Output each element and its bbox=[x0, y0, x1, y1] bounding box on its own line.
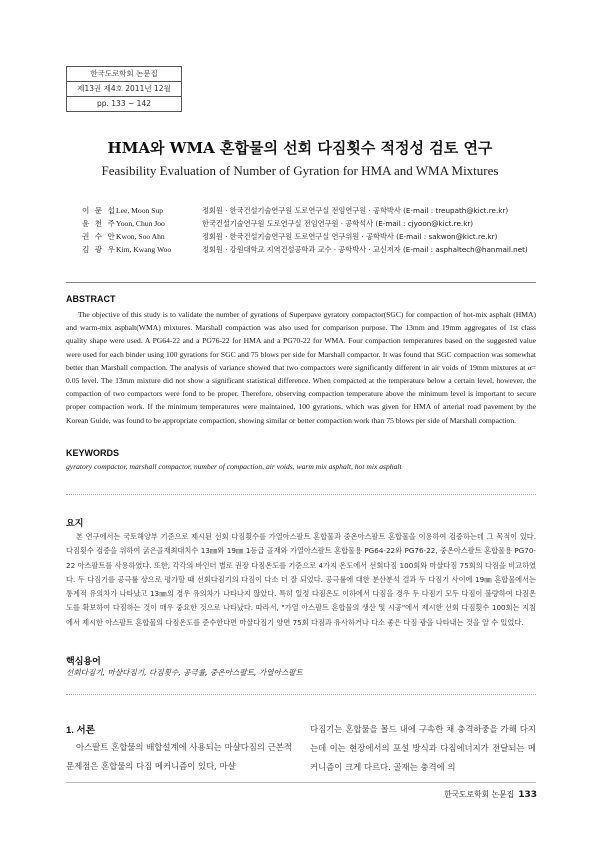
header-divider bbox=[66, 282, 536, 283]
author-name-english: Yoon, Chun Joo bbox=[116, 219, 165, 228]
section-divider bbox=[66, 494, 536, 495]
abstract-text: The objective of this study is to validate the number of gyrations of Superpave gyratory compactor(SGC) for compaction of hot-mix asphalt (HMA) and warm-mix asphalt(WMA) mixtures. Marshall compaction was also used for comparison purpose. The 13mm and 19mm aggregates of 1st class quality shape were used. A PG64-22 and a PG76-22 for HMA and a PG70-22 for WMA. Four compaction temperatures based on the suggested value were used for each binder using 100 gyrations for SGC and 75 blows per side for Marshall compactor. It was found that SGC compaction was somewhat better than Marshall compaction. The analysis of variance showed that two compactors were significantly different in air voids of 19mm mixtures at α= 0.05 level. The 13mm mixture did not show a significant statistical difference. When compacted at the temperature below a certain level, however, the compaction of two compactors were fond to be proper. Therefore, observing compaction temperature above the minimum level is important to secure proper compaction work. If the minimum temperatures were maintained, 100 gyrations, which was given for HMA of arterial road pavement by the Korean Guide, was found to be appropriate compaction, showing similar or better compaction work than 75 blows per side of Marshall compaction. bbox=[66, 310, 536, 425]
author-list bbox=[82, 204, 528, 256]
author-name-english: Kim, Kwang Woo bbox=[116, 245, 172, 254]
footer-divider bbox=[66, 782, 536, 783]
journal-volume: 제13권 제4호 2011년 12월 bbox=[67, 82, 181, 97]
korean-keywords-heading: 핵심용어 bbox=[66, 656, 101, 666]
journal-name: 한국도로학회 논문집 bbox=[67, 67, 181, 82]
introduction-right-column: 다짐기는 혼합물을 몰드 내에 구속한 채 충격하중을 가해 다지는데 이는 현장에서의 포설 방식과 다짐에너지가 전달되는 메커니즘이 크게 다르다. 골재는 충격에 의 bbox=[310, 724, 536, 772]
introduction-left-column: 아스팔트 혼합물의 배합설계에 사용되는 마샬다짐의 근본적 문제점은 혼합물의 다짐 메커니즘이 있다, 마샬 bbox=[66, 742, 292, 771]
author-name-korean: 이 문 섭 bbox=[82, 206, 117, 215]
journal-info-box bbox=[66, 66, 182, 112]
keywords-heading: KEYWORDS bbox=[66, 448, 120, 458]
korean-keywords-text: 선회다짐기, 마샬다짐기, 다짐횟수, 공극률, 중온아스팔트, 가열아스팔트 bbox=[66, 668, 303, 677]
keywords-text: gyratory compactor, marshall compactor, number of compaction, air voids, warm mix asphalt, hot mix asphalt bbox=[66, 462, 402, 471]
page-number: 133 bbox=[518, 790, 537, 800]
footer-journal-name: 한국도로학회 논문집 bbox=[443, 790, 515, 799]
author-name-korean: 김 광 우 bbox=[82, 245, 117, 254]
author-name-korean: 윤 천 주 bbox=[82, 219, 117, 228]
author-affiliation: 정회원 · 한국건설기술연구원 도로연구실 연구위원 · 공학박사 (E-mail : sakwon@kict.re.kr) bbox=[202, 232, 498, 241]
page-footer bbox=[444, 789, 537, 800]
abstract-heading: ABSTRACT bbox=[66, 294, 116, 304]
author-row bbox=[82, 204, 528, 217]
paper-title-english: Feasibility Evaluation of Number of Gyration for HMA and WMA Mixtures bbox=[101, 163, 499, 178]
korean-abstract-heading: 요지 bbox=[66, 518, 84, 528]
author-name-english: Lee, Moon Sup bbox=[116, 206, 164, 215]
author-name-korean: 권 수 안 bbox=[82, 232, 117, 241]
author-row bbox=[82, 230, 528, 243]
author-name-english: Kwon, Soo Ahn bbox=[116, 232, 165, 241]
author-affiliation: 정회원 · 한국건설기술연구원 도로연구실 전임연구원 · 공학박사 (E-mail : treupath@kict.re.kr) bbox=[202, 206, 509, 215]
author-affiliation: 한국건설기술연구원 도로연구실 전임연구원 · 공학석사 (E-mail : cjyoon@kict.re.kr) bbox=[202, 219, 474, 228]
paper-title-korean: HMA와 WMA 혼합물의 선회 다짐횟수 적정성 검토 연구 bbox=[107, 139, 493, 157]
korean-abstract-text: 본 연구에서는 국토해양부 기준으로 제시된 선회 다짐횟수를 가열아스팔트 혼합물과 중온아스팔트 혼합물을 이용하여 검증하는데 그 목적이 있다. 다짐횟수 검증을 위하여 굵은골재최대치수 13㎜와 19㎜ 1등급 골재와 가열아스팔트 혼합물용 PG64-22와 PG76-22, 중온아스팔트 혼합물용 PG70-22 아스팔트를 사용하였다. 또한, 각각의 바인더 별로 권장 다짐온도를 기준으로 4가지 온도에서 선회다짐 100회와 마샬다짐 75회의 다짐을 비교하였다. 두 다짐기를 공극률 상으로 평가할 때 선회다짐기의 다짐이 다소 더 잘 되었다. 공극률에 대한 분산분석 결과 두 다짐기 사이에 19㎜ 혼합물에서는 통계적 유의차가 나타났고 13㎜의 경우 유의차가 나타나지 않았다. 특히 일정 다짐온도 이하에서 다짐을 경우 두 다짐기 모두 다짐이 불량하여 다짐온도를 확보하여 다짐하는 것이 매우 중요한 것으로 나타났다. 따라서, "가열 아스팔트 혼합물의 생산 및 시공"에서 제시한 선회 다짐횟수 100회는 지침에서 제시한 아스팔트 혼합물의 다짐온도를 준수한다면 마샬다짐기 양면 75회 다짐과 유사하거나 다소 좋은 다짐 광을 나타내는 것을 알 수 있었다. bbox=[66, 532, 536, 627]
author-row bbox=[82, 217, 528, 230]
journal-pages: pp. 133 ~ 142 bbox=[97, 99, 151, 108]
author-row bbox=[82, 243, 528, 256]
author-affiliation: 정회원 · 강원대학교 지역건설공학과 교수 · 공학박사 · 교신저자 (E-mail : asphaltech@hanmail.net) bbox=[202, 245, 528, 254]
introduction-heading: 1. 서론 bbox=[66, 725, 95, 736]
section-divider bbox=[66, 694, 536, 695]
